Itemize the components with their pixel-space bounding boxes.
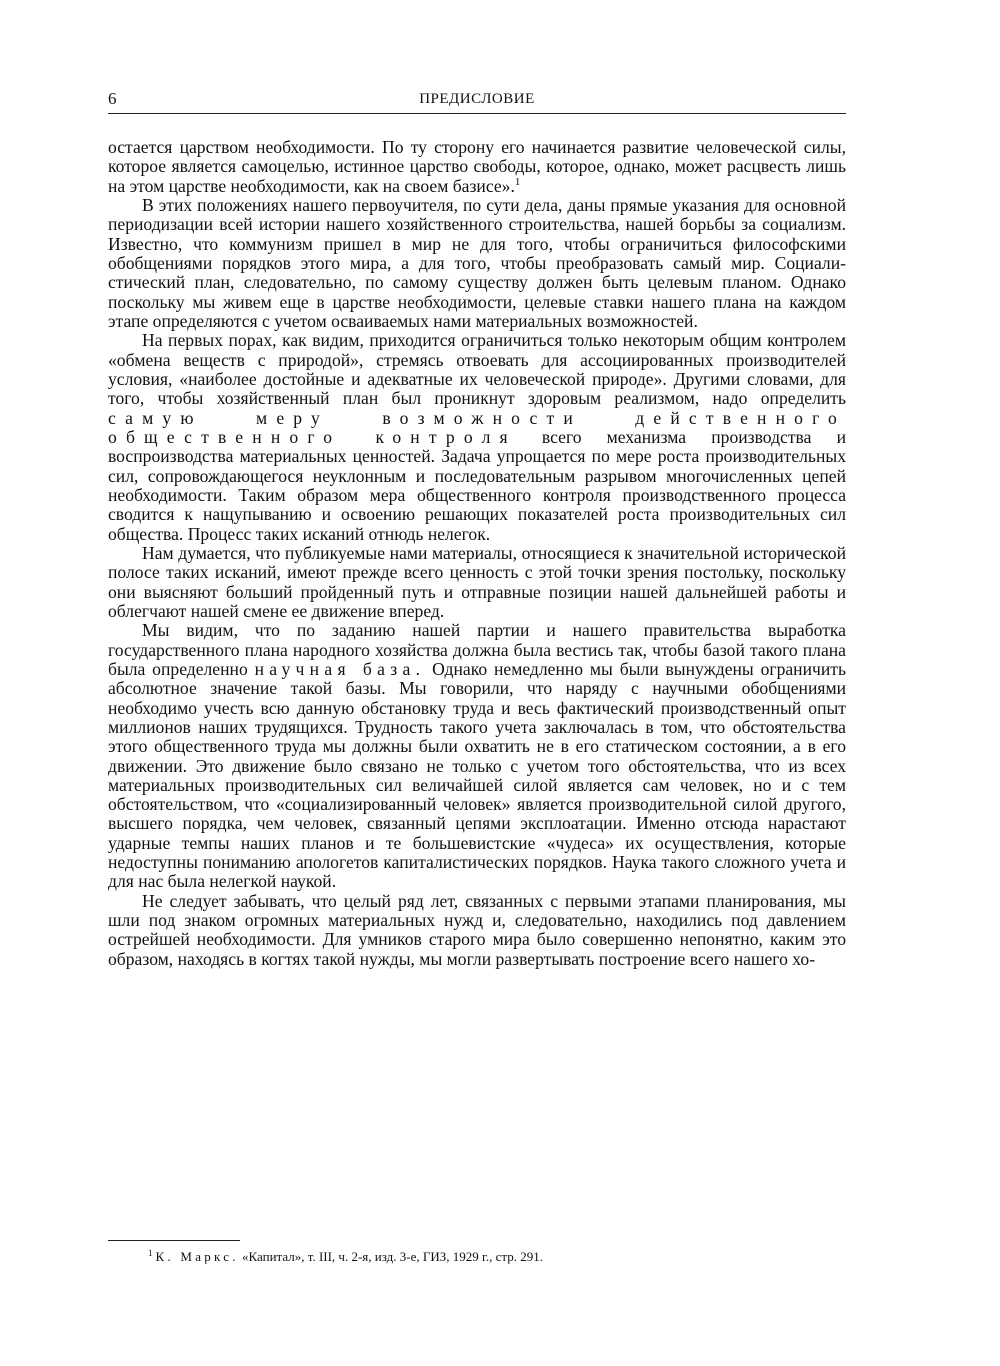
paragraph-4: Нам думается, что публикуемые нами материалы, относящиеся к значительной исторической полосе таких исканий, имеют прежде всего ценность с этой точки зрения постольку, поскольку они выясняют больший пройденный путь и отправные позиции нашей дальнейшей работы и облегчают нашей смене ее движение вперед.: [108, 542, 846, 621]
footnote-rule: [108, 1240, 240, 1241]
running-title: ПРЕДИСЛОВИЕ: [419, 91, 535, 107]
header-rule: [108, 113, 846, 114]
paragraph-3-text-after: всего механизма производства и воспроизводства материальных ценностей. Задача упрощается по мере роста производительных сил, сопровождающегося неуклонным и последовательным разрывом многочисленных цепей необходимости. Таким образом мера общественного контроля производственного процесса сводится к нащупыванию и освоению решающих показателей роста производительных сил общества. Процесс таких исканий отнюдь нелегок.: [108, 426, 846, 544]
paragraph-5-text-before: Мы видим, что по заданию нашей партии и нашего правительства выработка государственного плана народного хозяйства должна была вестись так, чтобы базой такого плана была определенно: [108, 620, 846, 679]
paragraph-5-text-after: Однако немедленно мы были вынуждены ограничить абсолютное значение такой базы. Мы говорили, что наряду с научными обобщениями необходимо учесть всю данную обстановку труда и весь фактический производственный опыт миллионов наших трудящихся. Трудность такого учета заключалась в том, что обстоятельства этого общественного труда мы должны были охватить не в его статическом состоянии, а в его движении. Это движение было связано не только с учетом того обстоятельства, что из всех материальных производительных сил величайшей силой является сам человек, но и с тем обстоятельством, что «социализированный человек» является производительной силой другого, высшего порядка, чем человек, связанный цепями эксплоатации. Именно отсюда нарастают ударные темпы наших планов и те большевистские «чудеса» их осуществления, которые недоступны пониманию апологетов капиталистических порядков. Наука такого сложного учета и для нас была нелегкой наукой.: [108, 658, 846, 892]
footnote-author: К. Маркс.: [155, 1249, 239, 1264]
footnote-reference: 1: [514, 175, 521, 188]
paragraph-5-spaced-emphasis: научная база.: [254, 658, 426, 679]
paragraph-3-text-before: На первых порах, как видим, приходится ограничиться только некоторым общим контролем «обмена веществ с природой», стремясь отвоевать для ассоциированных производителей условия, «наиболее достойные и адекватные их человеческой природе». Другими словами, для того, чтобы хозяйственный план был проникнут здоровым реализмом, надо определить: [108, 330, 846, 409]
page-number: 6: [108, 89, 117, 108]
footnote: [148, 1248, 808, 1266]
footnote-citation: «Капитал», т. III, ч. 2-я, изд. 3-е, ГИЗ, 1929 г., стр. 291.: [242, 1249, 543, 1264]
running-header: [108, 88, 846, 112]
paragraph-3-spaced-emphasis: самую меру возможности действенного общественного контроля: [108, 407, 846, 447]
footnote-marker: 1: [148, 1247, 153, 1258]
body-text: [108, 138, 846, 969]
paragraph-5: [108, 621, 846, 892]
paragraph-2: В этих положениях нашего первоучителя, по сути дела, даны прямые указания для основной периодизации всей истории нашего хозяйственного строительства, нашей борьбы за социализм. Известно, что коммунизм пришел в мир не для того, чтобы ограничиться философскими обобщениями порядков этого мира, а для того, чтобы преобразовать самый мир. Социалистический план, следовательно, по самому существу должен быть целевым планом. Однако поскольку мы живем еще в царстве необходимости, целевые ставки нашего плана на каждом этапе определяются с учетом осваиваемых нами материальных возможностей.: [108, 194, 846, 331]
paragraph-6: Не следует забывать, что целый ряд лет, связанных с первыми этапами планирования, мы шли под знаком огромных материальных нужд и, следовательно, находились под давлением острейшей необходимости. Для умников старого мира было совершенно непонятно, каким это образом, находясь в когтях такой нужды, мы могли развертывать построение всего нашего хо-: [108, 890, 846, 969]
paragraph-3: [108, 331, 846, 544]
paragraph-1: [108, 138, 846, 196]
paragraph-1-text: остается царством необходимости. По ту сторону его начинается развитие человеческой силы, которое является самоцелью, истинное царство свободы, которое, однако, может расцвесть лишь на этом царстве необходимости, как на своем базисе».: [108, 137, 846, 196]
